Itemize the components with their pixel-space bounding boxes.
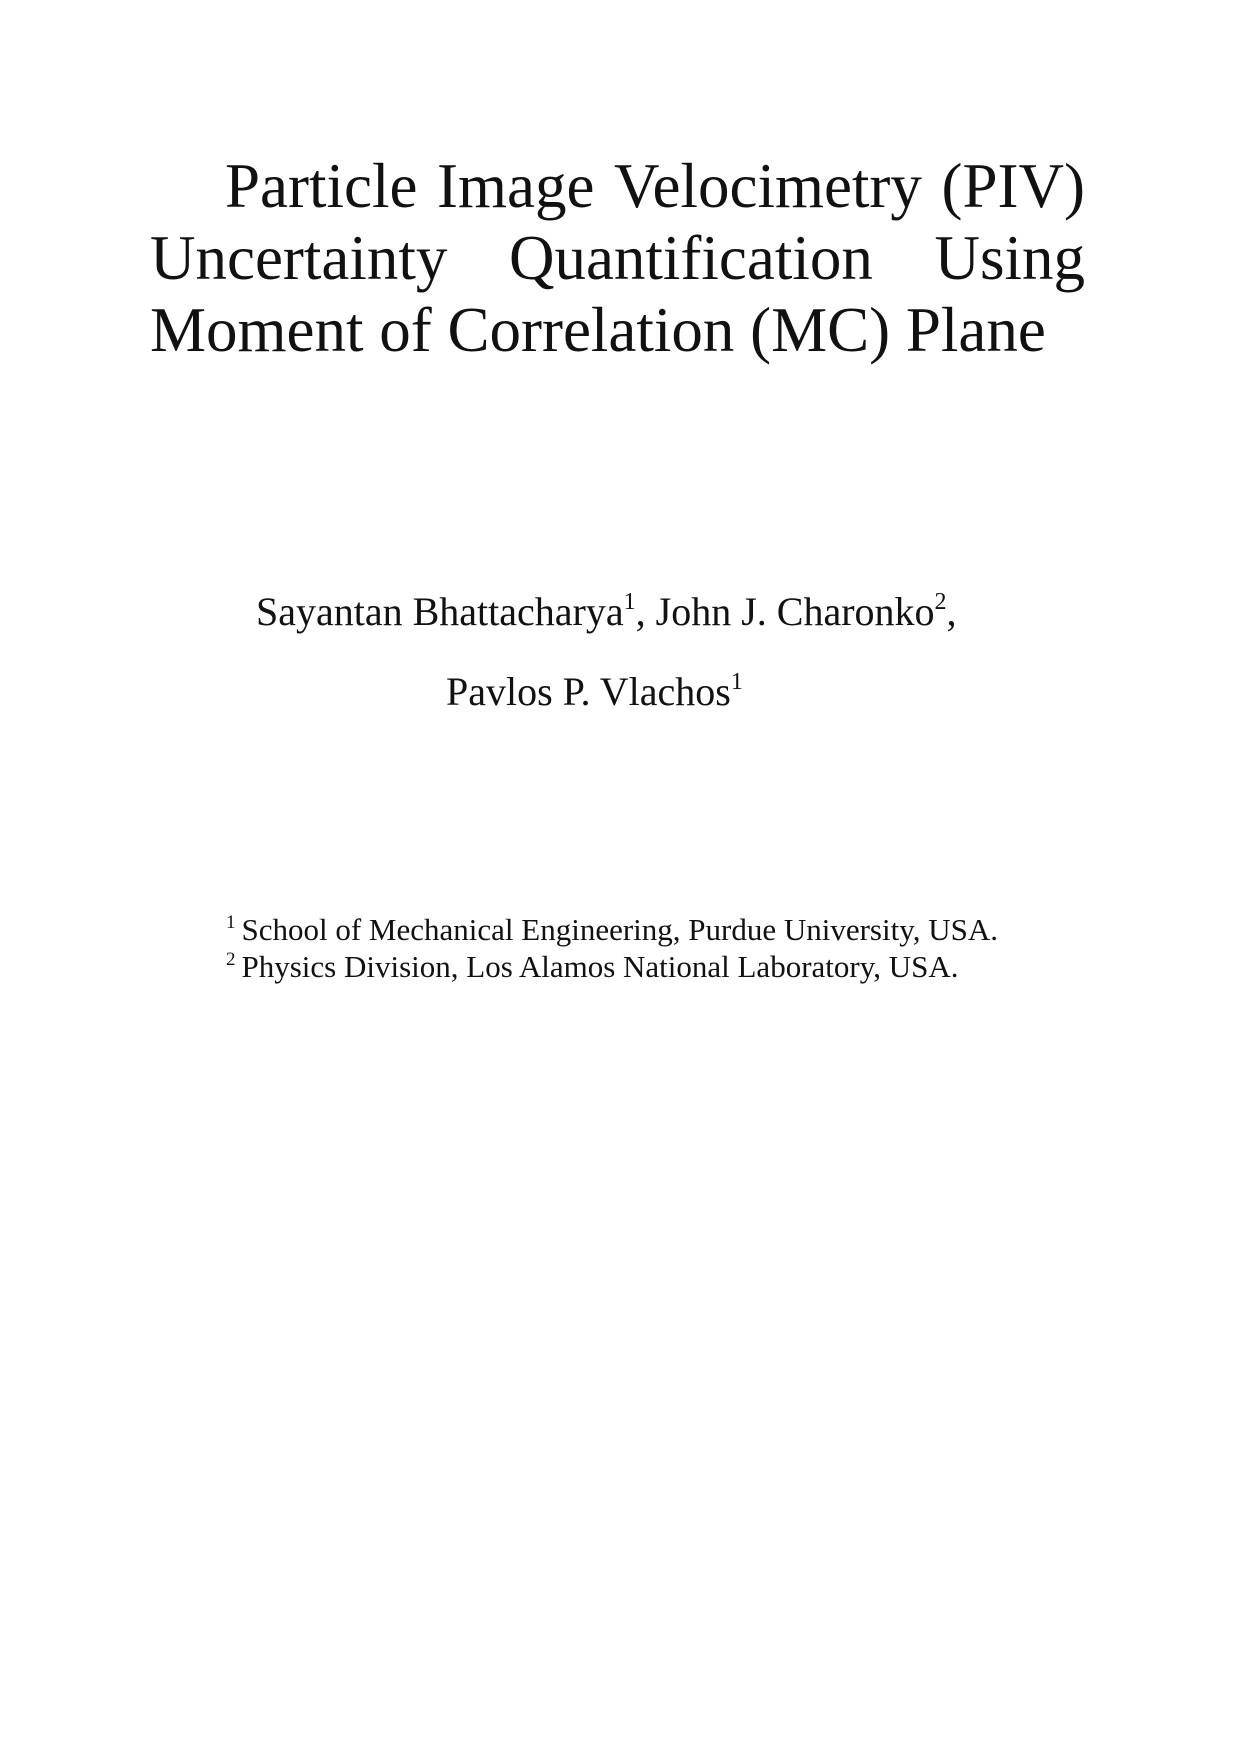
affiliation-mark: 2 — [226, 949, 236, 970]
affiliation-mark: 2 — [934, 589, 947, 615]
title-word: Uncertainty — [150, 223, 448, 293]
author-separator: , — [635, 589, 646, 634]
affiliation-2 — [226, 949, 958, 985]
title-word: Quantification — [508, 223, 873, 293]
author-name: Pavlos P. Vlachos — [446, 669, 731, 714]
affiliation-mark: 1 — [226, 912, 236, 933]
title-word: Velocimetry — [614, 151, 922, 221]
title-line-3: Moment of Correlation (MC) Plane — [150, 295, 1046, 365]
title-line-1 — [150, 150, 1085, 222]
affiliation-mark: 1 — [730, 669, 743, 695]
authors-line — [256, 588, 957, 636]
paper-title — [150, 150, 1085, 366]
title-word: Image — [437, 151, 595, 221]
authors-line — [446, 668, 743, 716]
affiliation-mark: 1 — [623, 589, 636, 615]
affiliation-text: Physics Division, Los Alamos National Laboratory, USA. — [241, 949, 959, 984]
author-separator: , — [946, 589, 957, 634]
title-word: Using — [934, 223, 1085, 293]
author-name: John J. Charonko — [655, 589, 935, 634]
title-word: Particle — [225, 151, 418, 221]
affiliation-1 — [226, 912, 998, 948]
author-name: Sayantan Bhattacharya — [256, 589, 624, 634]
title-word: (PIV) — [941, 151, 1085, 221]
title-line-2 — [150, 222, 1085, 294]
affiliation-text: School of Mechanical Engineering, Purdue University, USA. — [241, 912, 998, 947]
